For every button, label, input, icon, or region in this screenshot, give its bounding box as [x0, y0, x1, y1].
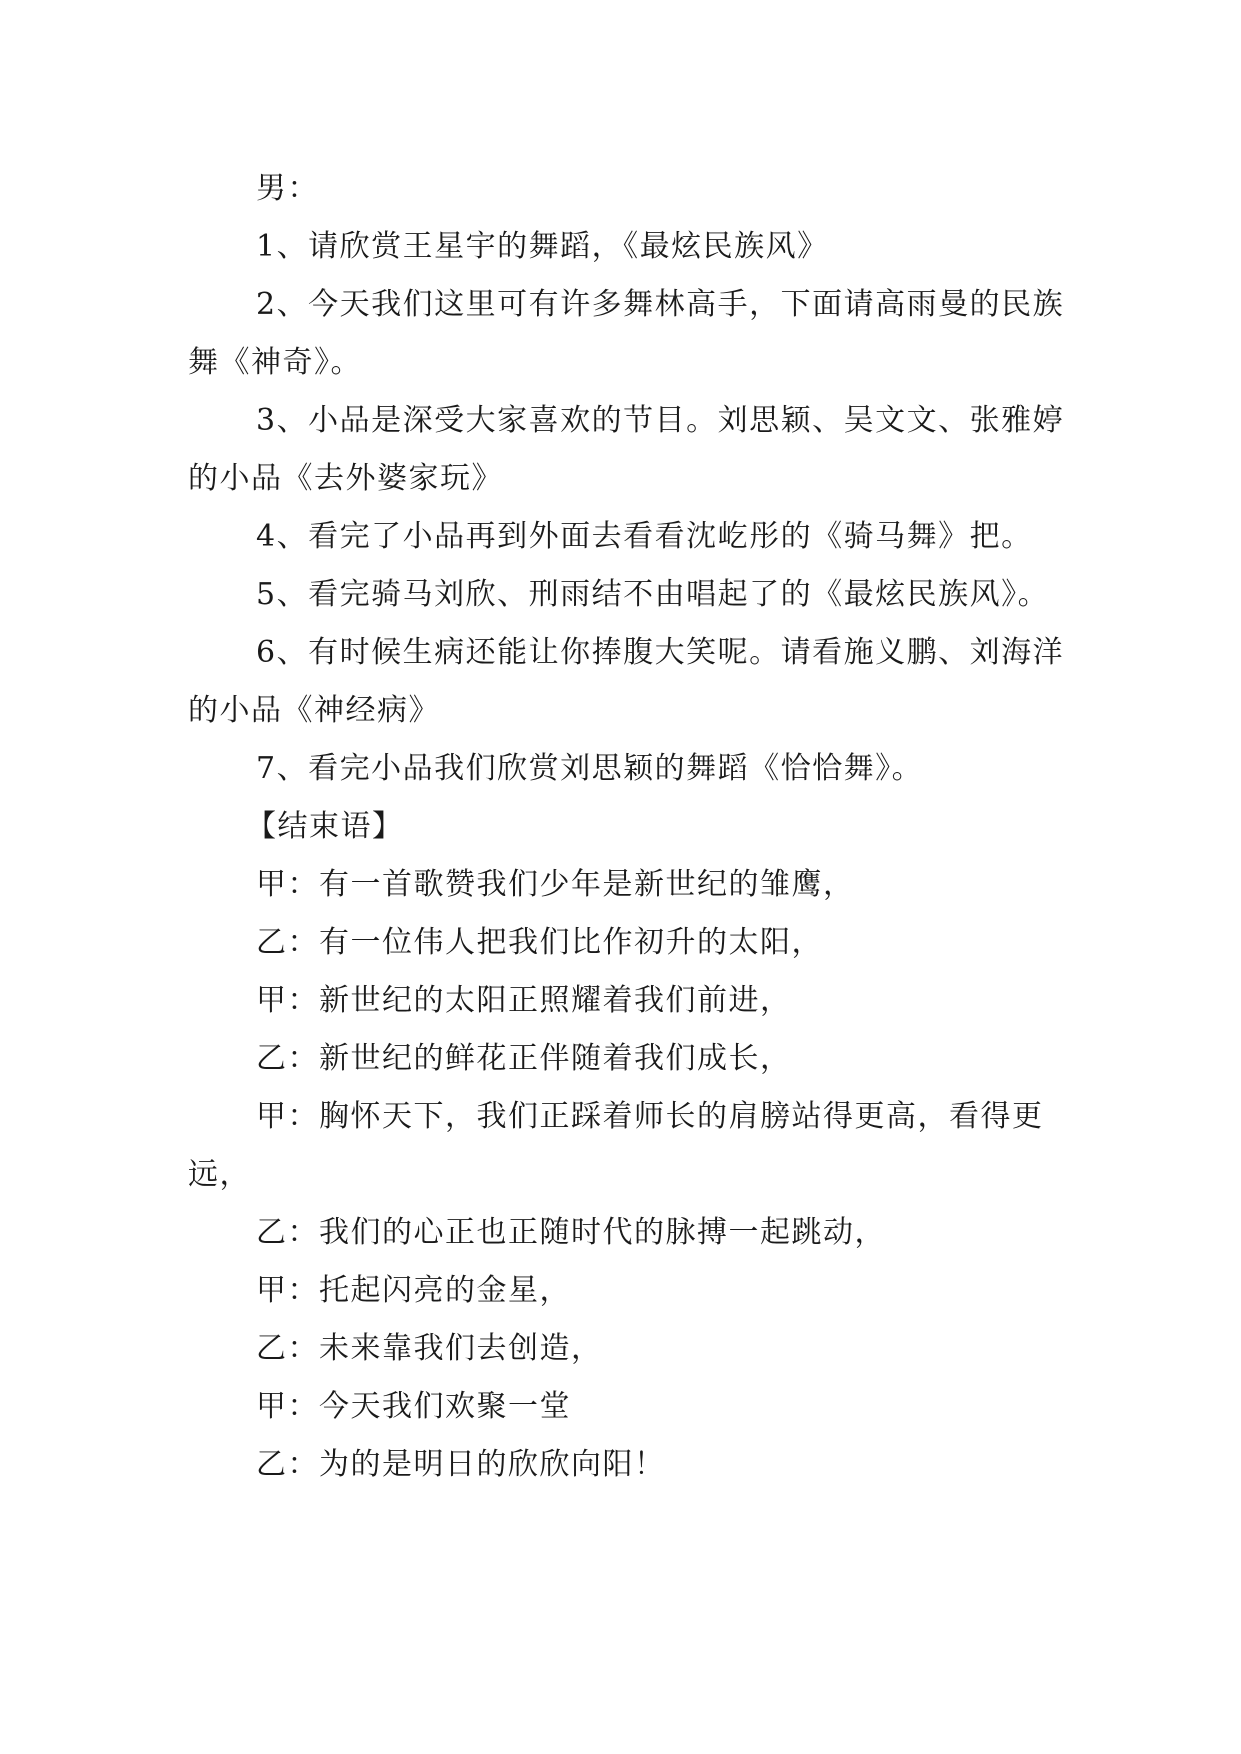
- program-item-3: 3、小品是深受大家喜欢的节目。刘思颖、吴文文、张雅婷的小品《去外婆家玩》: [188, 403, 1065, 496]
- program-item-4: 4、看完了小品再到外面去看看沈屹彤的《骑马舞》把。: [256, 519, 1033, 554]
- closing-line: 乙：有一位伟人把我们比作初升的太阳，: [256, 925, 823, 960]
- program-item-5: 5、看完骑马刘欣、刑雨结不由唱起了的《最炫民族风》。: [256, 577, 1050, 612]
- program-item-2: 2、今天我们这里可有许多舞林高手，下面请高雨曼的民族舞《神奇》。: [188, 287, 1065, 380]
- speaker-line: 男：: [256, 171, 319, 206]
- closing-line: 甲：托起闪亮的金星，: [256, 1273, 571, 1308]
- closing-line: 乙：为的是明日的欣欣向阳！: [256, 1447, 666, 1482]
- closing-line: 乙：未来靠我们去创造，: [256, 1331, 603, 1366]
- closing-line: 甲：新世纪的太阳正照耀着我们前进，: [256, 983, 792, 1018]
- closing-line: 甲：今天我们欢聚一堂: [256, 1389, 571, 1424]
- program-item-7: 7、看完小品我们欣赏刘思颖的舞蹈《恰恰舞》。: [256, 751, 924, 786]
- closing-line: 乙：我们的心正也正随时代的脉搏一起跳动，: [256, 1215, 886, 1250]
- closing-line: 甲：胸怀天下，我们正踩着师长的肩膀站得更高，看得更远，: [188, 1099, 1044, 1192]
- program-item-1: 1、请欣赏王星宇的舞蹈，《最炫民族风》: [256, 229, 829, 264]
- closing-heading: 【结束语】: [246, 809, 404, 844]
- document-body: [188, 160, 1066, 1494]
- closing-line: 乙：新世纪的鲜花正伴随着我们成长，: [256, 1041, 792, 1076]
- closing-line: 甲：有一首歌赞我们少年是新世纪的雏鹰，: [256, 867, 855, 902]
- program-item-6: 6、有时候生病还能让你捧腹大笑呢。请看施义鹏、刘海洋的小品《神经病》: [188, 635, 1065, 728]
